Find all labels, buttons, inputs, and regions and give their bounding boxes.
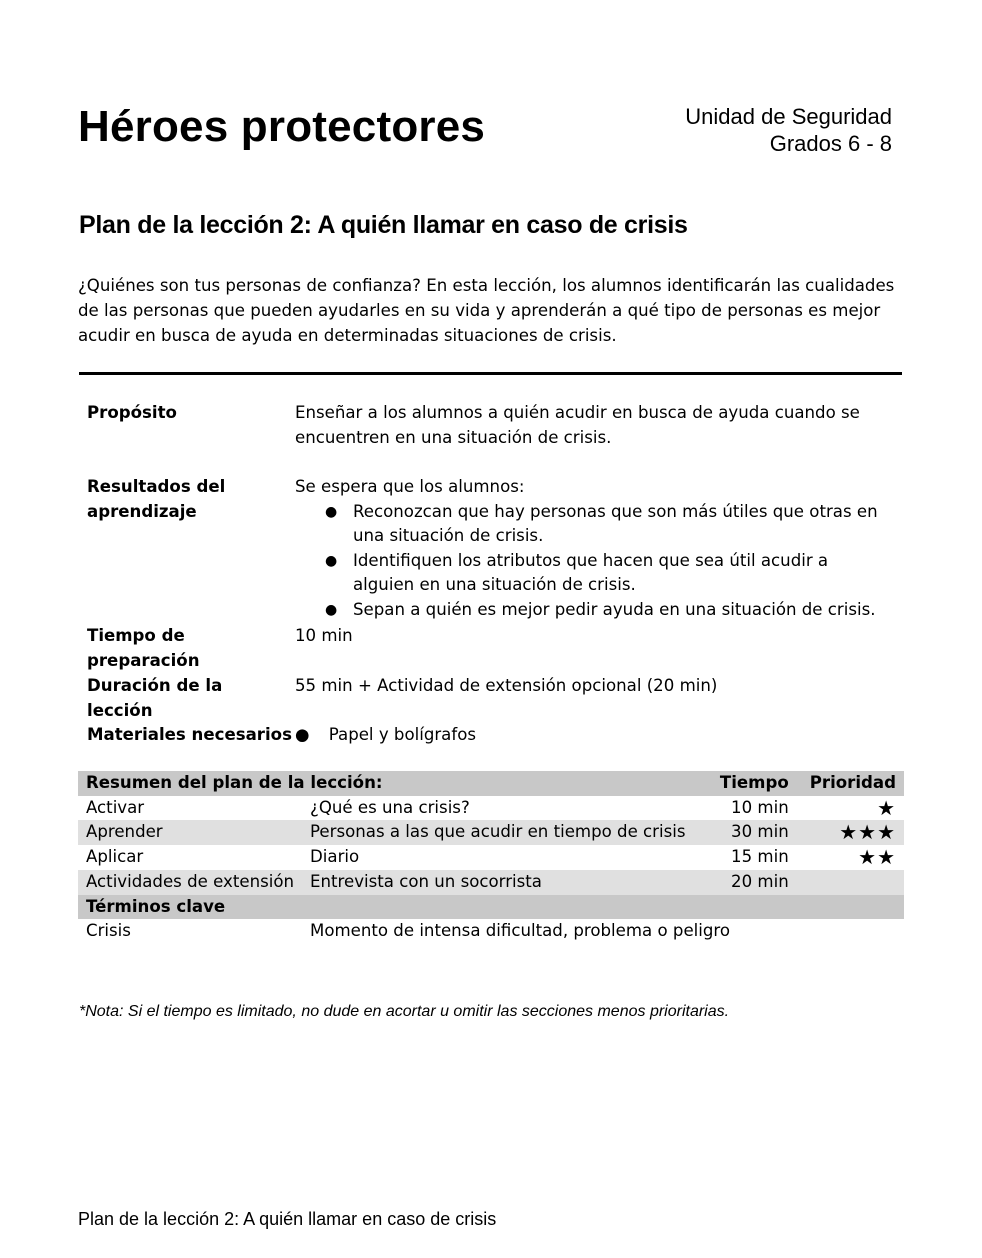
duration-value: 55 min + Actividad de extensión opcional (20 min) <box>295 676 718 695</box>
section-cell: Aplicar <box>86 847 144 867</box>
terms-header: Términos clave <box>78 895 904 920</box>
lesson-title: Plan de la lección 2: A quién llamar en caso de crisis <box>79 211 688 239</box>
list-item: ● Reconozcan que hay personas que son más útiles que otras en una situación de crisis. <box>295 500 885 549</box>
priority-header: Prioridad <box>797 771 904 796</box>
purpose-label: Propósito <box>87 403 177 422</box>
outcomes-list <box>295 500 885 623</box>
unit-info <box>685 103 892 157</box>
table-row <box>78 845 904 870</box>
summary-header: Resumen del plan de la lección: <box>78 771 694 796</box>
unit-name: Unidad de Seguridad <box>685 104 892 129</box>
table-header-row <box>78 771 904 796</box>
list-item: ● Identifiquen los atributos que hacen que sea útil acudir a alguien en una situación de crisis. <box>295 549 885 598</box>
time-cell: 15 min <box>731 847 789 867</box>
time-cell: 30 min <box>694 820 797 845</box>
time-cell: 10 min <box>731 797 789 817</box>
materials-value <box>295 723 895 748</box>
materials-item: Papel y bolígrafos <box>328 725 476 744</box>
bullet: ● <box>295 725 310 744</box>
table-row <box>78 796 904 821</box>
definition-cell: Momento de intensa dificultad, problema o peligro <box>310 921 731 941</box>
section-cell: Activar <box>86 797 145 817</box>
activity-cell: Entrevista con un socorrista <box>302 870 694 895</box>
time-header: Tiempo <box>694 771 797 796</box>
section-cell: Actividades de extensión <box>78 870 302 895</box>
outcomes-label: Resultados del aprendizaje <box>87 477 226 521</box>
prep-label: Tiempo de preparación <box>87 626 200 670</box>
page-title: Héroes protectores <box>78 102 486 151</box>
outcomes-intro: Se espera que los alumnos: <box>295 477 525 496</box>
duration-label: Duración de la lección <box>87 676 223 720</box>
lesson-summary-table <box>78 771 904 944</box>
prep-value: 10 min <box>295 626 353 645</box>
note-text: *Nota: Si el tiempo es limitado, no dude en acortar u omitir las secciones menos prioritarias. <box>79 1003 730 1020</box>
table-row <box>78 870 904 895</box>
table-row <box>78 820 904 845</box>
materials-label: Materiales necesarios <box>87 725 292 744</box>
purpose-value: Enseñar a los alumnos a quién acudir en busca de ayuda cuando se encuentren en una situación de crisis. <box>295 403 860 447</box>
section-cell: Aprender <box>78 820 302 845</box>
activity-cell: Personas a las que acudir en tiempo de crisis <box>302 820 694 845</box>
priority-stars: ★★★ <box>797 820 904 845</box>
time-cell: 20 min <box>694 870 797 895</box>
terms-header-row <box>78 895 904 920</box>
priority-stars: ★ <box>877 795 896 820</box>
activity-cell: Diario <box>310 847 360 867</box>
grade-range: Grados 6 - 8 <box>769 131 892 156</box>
table-row <box>78 919 904 944</box>
priority-stars <box>797 870 904 895</box>
divider <box>79 372 902 375</box>
activity-cell: ¿Qué es una crisis? <box>310 797 470 817</box>
intro-paragraph: ¿Quiénes son tus personas de confianza? En esta lección, los alumnos identificarán las cualidades de las personas que pueden ayudarles en su vida y aprenderán a qué tipo de personas es mejor acudir en busca de ayuda en determinadas situaciones de crisis. <box>78 276 895 345</box>
outcomes-block <box>295 475 885 623</box>
term-cell: Crisis <box>86 921 131 941</box>
priority-stars: ★★ <box>858 845 896 870</box>
page-footer: Plan de la lección 2: A quién llamar en caso de crisis <box>78 1209 497 1229</box>
list-item: ● Sepan a quién es mejor pedir ayuda en una situación de crisis. <box>295 598 885 623</box>
